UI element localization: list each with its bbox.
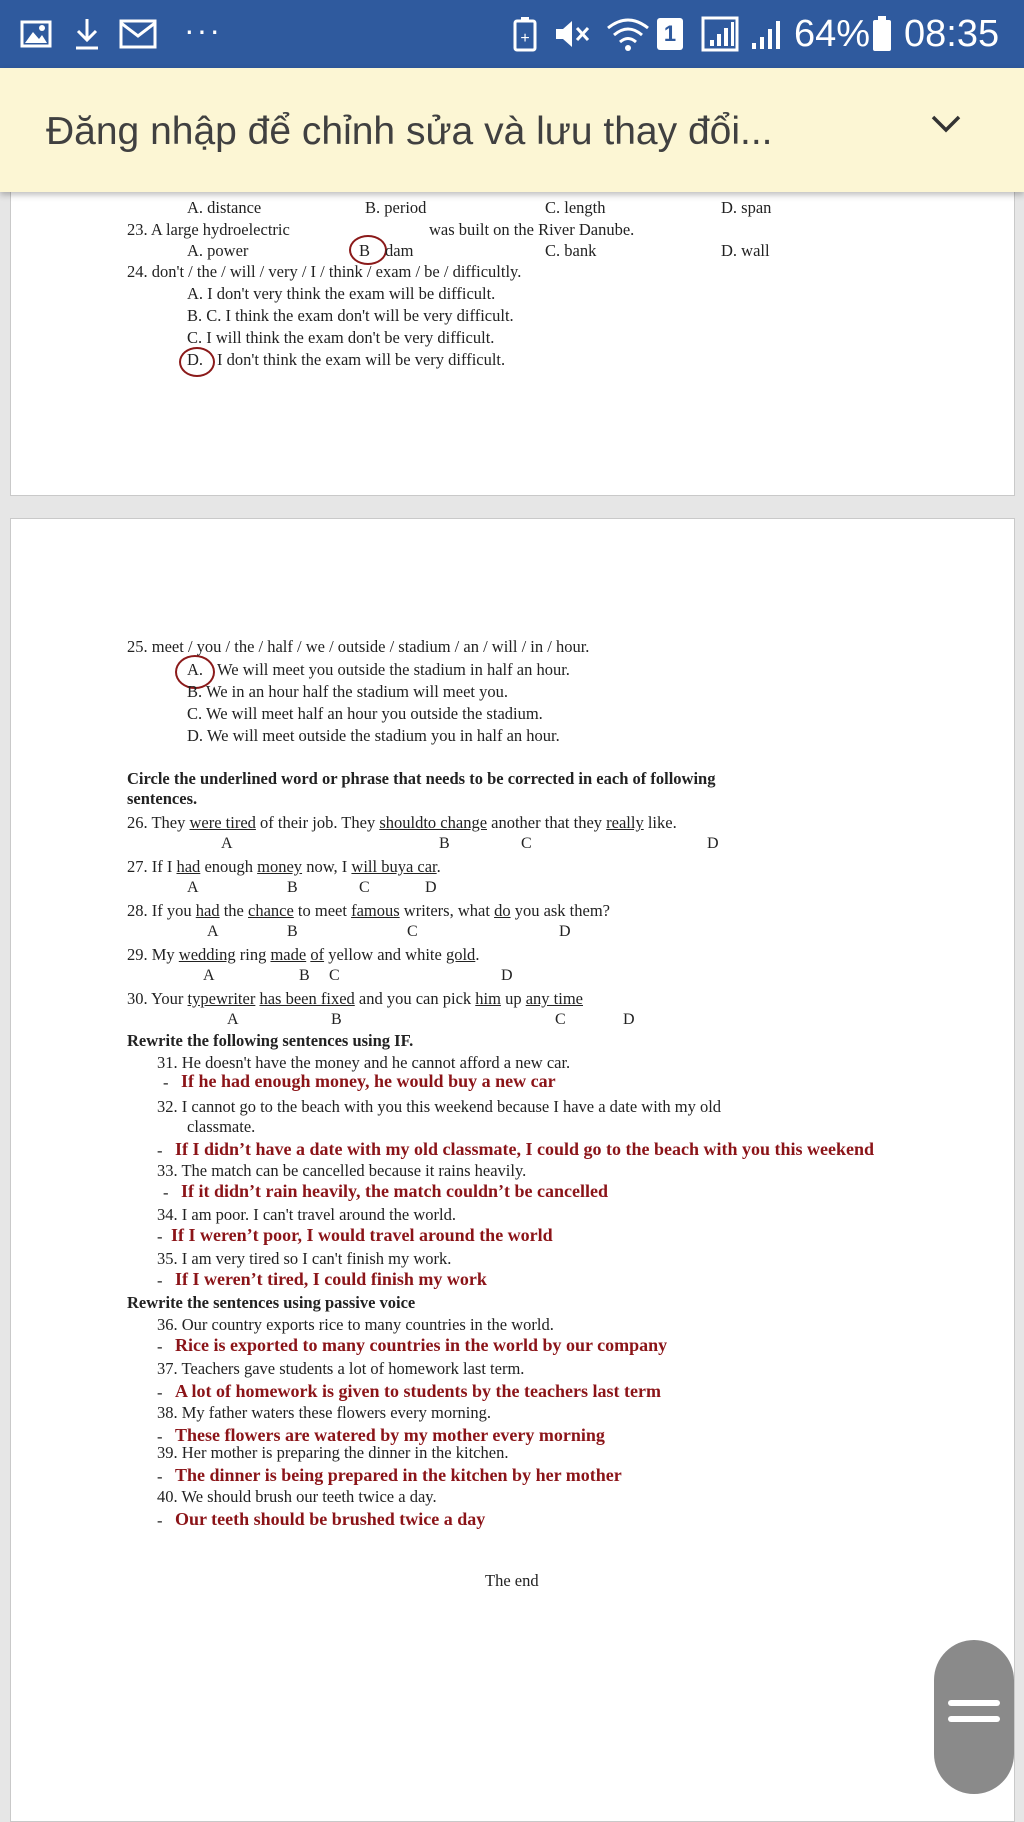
clock: 08:35 xyxy=(904,13,1000,55)
status-bar xyxy=(0,0,1024,68)
q28-letter-c: C xyxy=(407,923,418,940)
sign-in-banner[interactable] xyxy=(0,68,1024,192)
bullet: - xyxy=(157,1467,163,1486)
document-page-2 xyxy=(10,518,1015,1822)
question-27: 27. If I had enough money now, I will buya car. xyxy=(127,857,441,876)
bullet: - xyxy=(157,1337,163,1356)
q24-option-a: A. I don't very think the exam will be difficult. xyxy=(187,284,496,303)
q26-letter-b: B xyxy=(439,835,450,852)
download-icon xyxy=(70,14,104,54)
question-33: 33. The match can be cancelled because it rains heavily. xyxy=(157,1161,527,1180)
answer-39: The dinner is being prepared in the kitchen by her mother xyxy=(175,1465,622,1485)
q26-letter-c: C xyxy=(521,835,532,852)
the-end-text: The end xyxy=(485,1571,539,1590)
q26-letter-a: A xyxy=(221,835,233,852)
q24-option-b: B. C. I think the exam don't will be very difficult. xyxy=(187,306,514,325)
q24-option-d-letter: D. xyxy=(187,350,204,369)
bullet: - xyxy=(163,1183,169,1202)
q22-option-d: D. span xyxy=(721,198,772,217)
q25-option-c: C. We will meet half an hour you outside the stadium. xyxy=(187,704,543,723)
question-32-cont: classmate. xyxy=(187,1117,256,1136)
q29-letter-b: B xyxy=(299,967,310,984)
q30-letter-b: B xyxy=(331,1011,342,1028)
bullet: - xyxy=(157,1511,163,1530)
more-dots-icon: ··· xyxy=(184,12,222,48)
question-30: 30. Your typewriter has been fixed and you can pick him up any time xyxy=(127,989,583,1008)
q23-option-b: dam xyxy=(385,241,414,260)
q25-option-a-letter: A. xyxy=(187,660,204,679)
question-26: 26. They were tired of their job. They shouldto change another that they really like. xyxy=(127,813,677,832)
q27-letter-c: C xyxy=(359,879,370,896)
signal-icon xyxy=(700,14,740,54)
question-37: 37. Teachers gave students a lot of homework last term. xyxy=(157,1359,525,1378)
section-heading-circle: Circle the underlined word or phrase that needs to be corrected in each of following xyxy=(127,769,716,788)
q27-letter-a: A xyxy=(187,879,199,896)
q30-letter-c: C xyxy=(555,1011,566,1028)
q25-prompt: 25. meet / you / the / half / we / outside / stadium / an / will / in / hour. xyxy=(127,637,590,656)
sign-in-banner-text[interactable]: Đăng nhập để chỉnh sửa và lưu thay đổi... xyxy=(46,110,773,153)
q24-prompt: 24. don't / the / will / very / I / think / exam / be / difficultly. xyxy=(127,262,522,281)
question-36: 36. Our country exports rice to many countries in the world. xyxy=(157,1315,554,1334)
question-28: 28. If you had the chance to meet famous writers, what do you ask them? xyxy=(127,901,610,920)
q26-letter-d: D xyxy=(707,835,719,852)
q25-option-d: D. We will meet outside the stadium you in half an hour. xyxy=(187,726,560,745)
question-38: 38. My father waters these flowers every morning. xyxy=(157,1403,492,1422)
q24-option-d: I don't think the exam will be very difficult. xyxy=(217,350,506,369)
answer-32: If I didn’t have a date with my old classmate, I could go to the beach with you this weekend xyxy=(175,1139,875,1159)
question-39: 39. Her mother is preparing the dinner in the kitchen. xyxy=(157,1443,509,1462)
signal-2-icon xyxy=(748,14,788,54)
bullet: - xyxy=(163,1073,169,1092)
question-31: 31. He doesn't have the money and he cannot afford a new car. xyxy=(157,1053,571,1072)
q28-letter-b: B xyxy=(287,923,298,940)
answer-37: A lot of homework is given to students by the teachers last term xyxy=(175,1381,661,1401)
section-heading-if: Rewrite the following sentences using IF. xyxy=(127,1031,414,1050)
q25-option-b: B. We in an hour half the stadium will meet you. xyxy=(187,682,508,701)
bullet: - xyxy=(157,1427,163,1446)
answer-31: If he had enough money, he would buy a new car xyxy=(181,1071,556,1091)
q24-option-c: C. I will think the exam don't be very difficult. xyxy=(187,328,495,347)
fast-scroll-handle[interactable] xyxy=(934,1640,1014,1794)
section-heading-circle-cont: sentences. xyxy=(127,789,198,808)
answer-40: Our teeth should be brushed twice a day xyxy=(175,1509,486,1529)
battery-saver-icon xyxy=(510,14,540,54)
image-icon xyxy=(18,14,54,54)
q22-option-b: B. period xyxy=(365,198,427,217)
q27-letter-d: D xyxy=(425,879,437,896)
q28-letter-a: A xyxy=(207,923,219,940)
question-40: 40. We should brush our teeth twice a day. xyxy=(157,1487,437,1506)
answer-34: If I weren’t poor, I would travel around the world xyxy=(171,1225,553,1245)
q30-letter-a: A xyxy=(227,1011,239,1028)
section-heading-passive: Rewrite the sentences using passive voice xyxy=(127,1293,416,1312)
question-32: 32. I cannot go to the beach with you this weekend because I have a date with my old xyxy=(157,1097,722,1116)
q23-prompt: 23. A large hydroelectric xyxy=(127,220,290,239)
wifi-icon xyxy=(604,14,652,54)
q29-letter-c: C xyxy=(329,967,340,984)
bullet: - xyxy=(157,1271,163,1290)
document-page-1 xyxy=(10,150,1015,496)
question-29: 29. My wedding ring made of yellow and white gold. xyxy=(127,945,480,964)
question-35: 35. I am very tired so I can't finish my work. xyxy=(157,1249,452,1268)
bullet: - xyxy=(157,1227,163,1246)
chevron-down-icon[interactable] xyxy=(928,112,964,141)
q29-letter-a: A xyxy=(203,967,215,984)
answer-36: Rice is exported to many countries in the world by our company xyxy=(175,1335,668,1355)
q27-letter-b: B xyxy=(287,879,298,896)
q22-option-a: A. distance xyxy=(187,198,262,217)
q23-option-b-letter: B xyxy=(359,241,371,260)
q23-option-d: D. wall xyxy=(721,241,770,260)
answer-38: These flowers are watered by my mother every morning xyxy=(175,1425,605,1445)
q23-option-c: C. bank xyxy=(545,241,597,260)
svg-text:+: + xyxy=(520,30,530,47)
q29-letter-d: D xyxy=(501,967,513,984)
mute-icon xyxy=(552,14,592,54)
q30-letter-d: D xyxy=(623,1011,635,1028)
battery-icon xyxy=(870,14,894,54)
q22-option-c: C. length xyxy=(545,198,606,217)
sim-1-icon: 1 xyxy=(656,14,684,54)
q28-letter-d: D xyxy=(559,923,571,940)
mail-icon xyxy=(118,14,158,54)
q23-option-a: A. power xyxy=(187,241,249,260)
bullet: - xyxy=(157,1383,163,1402)
bullet: - xyxy=(157,1141,163,1160)
answer-33: If it didn’t rain heavily, the match couldn’t be cancelled xyxy=(181,1181,608,1201)
battery-percent: 64% xyxy=(794,13,871,55)
question-34: 34. I am poor. I can't travel around the world. xyxy=(157,1205,456,1224)
answer-35: If I weren’t tired, I could finish my work xyxy=(175,1269,487,1289)
q25-option-a: We will meet you outside the stadium in half an hour. xyxy=(217,660,570,679)
q23-prompt-suffix: was built on the River Danube. xyxy=(429,220,635,239)
